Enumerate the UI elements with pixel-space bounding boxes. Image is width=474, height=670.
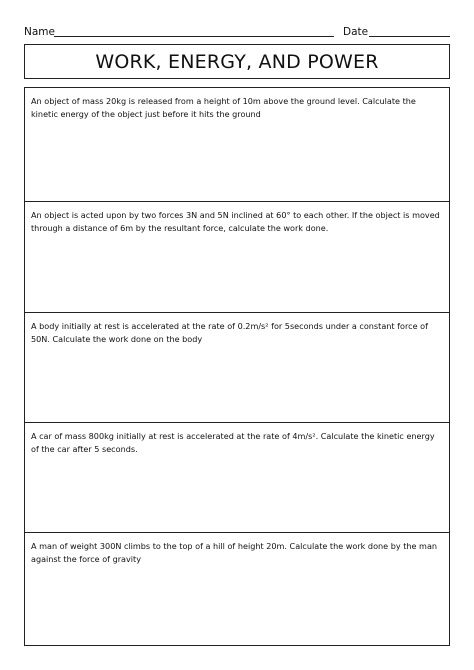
question-text-1: An object of mass 20kg is released from a height of 10m above the ground level. Calculate the kinetic energy of the object just before it hits the ground [31,96,416,119]
worksheet-title: WORK, ENERGY, AND POWER [24,44,450,79]
date-blank-line[interactable] [369,36,450,37]
question-text-5: A man of weight 300N climbs to the top of a hill of height 20m. Calculate the work done by the man against the force of gravity [31,541,438,564]
date-label: Date [343,26,369,38]
question-text-2: An object is acted upon by two forces 3N and 5N inclined at 60° to each other. If the object is moved through a distance of 6m by the resultant force, calculate the work done. [31,210,440,233]
header-line [24,24,450,40]
question-text-4: A car of mass 800kg initially at rest is accelerated at the rate of 4m/s². Calculate the kinetic energy of the car after 5 seconds. [31,431,435,454]
question-box-3[interactable] [25,312,449,422]
question-box-5[interactable] [25,532,449,645]
questions-box [24,87,450,646]
name-label: Name [24,26,55,38]
name-blank-line[interactable] [54,36,334,37]
question-box-2[interactable] [25,201,449,312]
question-box-4[interactable] [25,422,449,532]
question-text-3: A body initially at rest is accelerated at the rate of 0.2m/s² for 5seconds under a constant force of 50N. Calculate the work done on the body [31,321,428,344]
question-box-1[interactable] [25,88,449,201]
